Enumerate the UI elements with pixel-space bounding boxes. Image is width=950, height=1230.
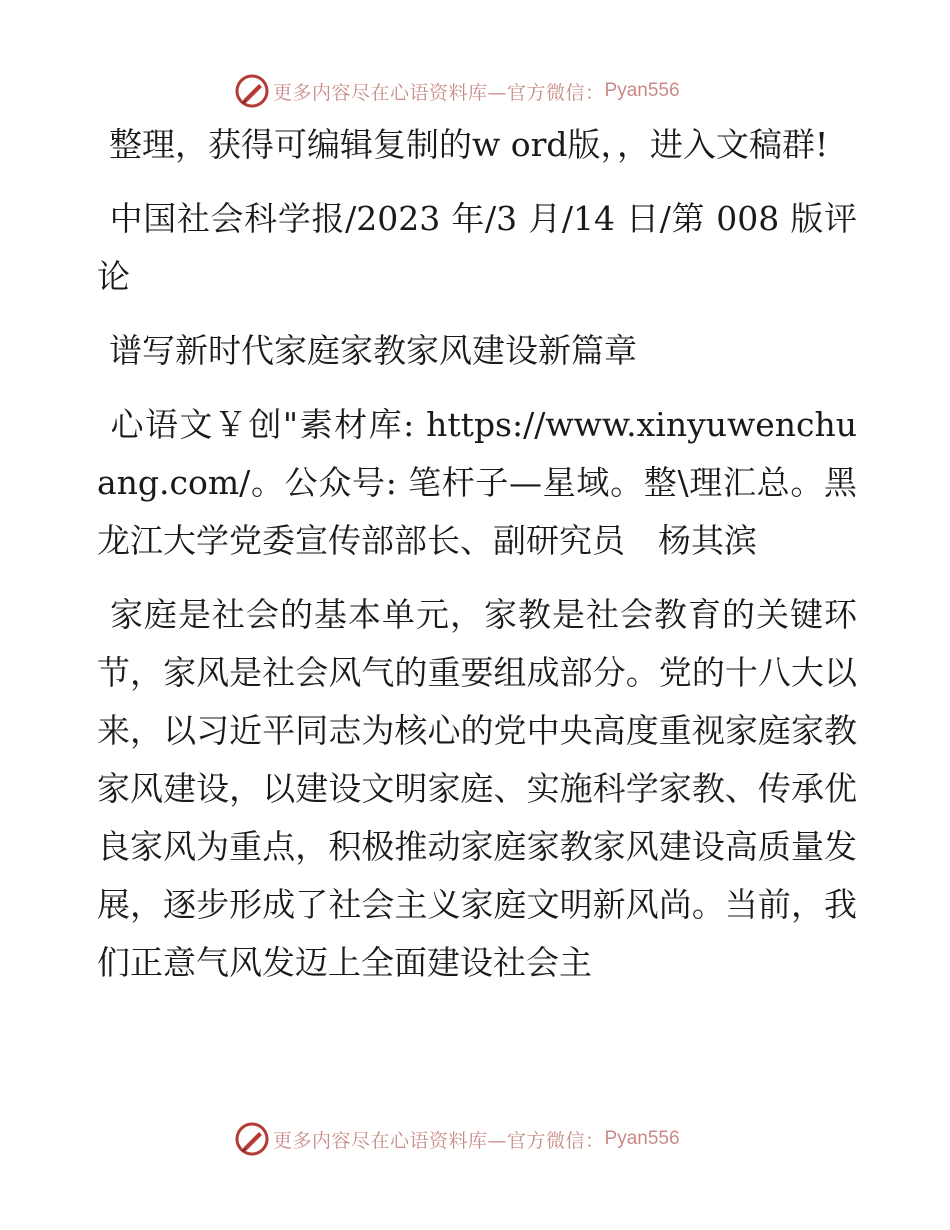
watermark-text: 更多内容尽在心语资料库—官方微信： (273, 81, 605, 104)
article-title: 谱写新时代家庭家教家风建设新篇章 (109, 331, 637, 370)
source-line: 中国社会科学报/2023 年/3 月/14 日/第 008 版评论 (97, 199, 857, 296)
author-line: 心语文￥创"素材库: https://www.xinyuwenchuang.com/。公众号: 笔杆子—星域。整\理汇总。黑龙江大学党委宣传部部长、副研究员 杨其滨 (97, 405, 857, 560)
document-body (97, 116, 857, 1008)
body-paragraph: 家庭是社会的基本单元，家教是社会教育的关键环节，家风是社会风气的重要组成部分。党的十八大以来，以习近平同志为核心的党中央高度重视家庭家教家风建设，以建设文明家庭、实施科学家教、传承优良家风为重点，积极推动家庭家教家风建设高质量发展，逐步形成了社会主义家庭文明新风尚。当前，我们正意气风发迈上全面建设社会主 (97, 595, 857, 982)
intro-note: 整理，获得可编辑复制的w ord版，，进入文稿群! (109, 125, 829, 164)
watermark-account: Pyan556 (604, 80, 680, 101)
header-watermark (0, 72, 950, 112)
watermark-account: Pyan556 (604, 1128, 680, 1149)
logo-pen-icon (235, 74, 269, 108)
logo-pen-icon (235, 1122, 269, 1156)
footer-watermark (0, 1120, 950, 1160)
watermark-text: 更多内容尽在心语资料库—官方微信： (273, 1129, 605, 1152)
